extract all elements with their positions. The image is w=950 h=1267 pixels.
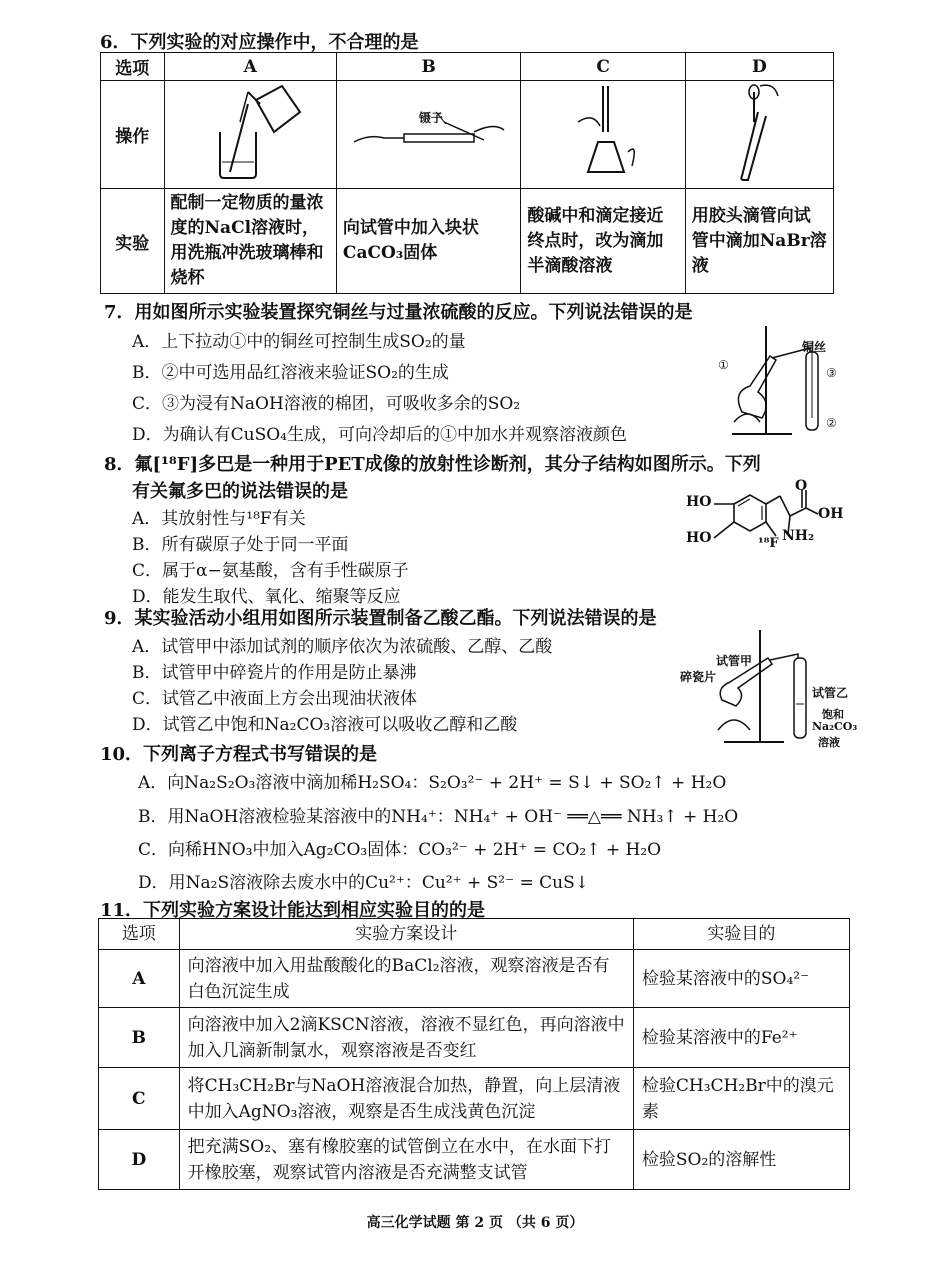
test-tube-tweezers-icon [344,82,514,182]
q10-option-b: B．用NaOH溶液检验某溶液中的NH₄⁺：NH₄⁺ + OH⁻ ══△══ NH₃↑ + H₂O [138,807,739,827]
apparatus-label-2: ② [826,416,837,430]
q6-table [100,52,834,294]
q6-exp-d: 用胶头滴管向试管中滴加NaBr溶液 [685,189,833,294]
q6-header-b: B [336,53,521,81]
q10-option-d: D．用Na₂S溶液除去废水中的Cu²⁺：Cu²⁺ + S²⁻ = CuS↓ [138,873,589,893]
q6-op-a-cell [164,81,336,189]
q11-row-c-design: 将CH₃CH₂Br与NaOH溶液混合加热，静置，向上层清液中加入AgNO₃溶液，观察是否生成浅黄色沉淀 [179,1068,633,1130]
structure-ho-bottom: HO [686,530,712,546]
page-footer: 高三化学试题 第 2 页 （共 6 页） [366,1215,584,1231]
apparatus-label-3: ③ [826,366,837,380]
q11-header-design: 实验方案设计 [179,919,633,950]
q9-option-a: A．试管甲中添加试剂的顺序依次为浓硫酸、乙醇、乙酸 [132,637,553,657]
q11-header-purpose: 实验目的 [633,919,849,950]
q11-row-b-purpose: 检验某溶液中的Fe²⁺ [633,1008,849,1068]
q9-stem: 9．某实验活动小组用如图所示装置制备乙酸乙酯。下列说法错误的是 [104,608,657,629]
q11-row-d-option: D [99,1130,180,1190]
wash-bottle-beaker-icon [190,82,310,182]
q6-header-a: A [164,53,336,81]
q9-option-b: B．试管甲中碎瓷片的作用是防止暴沸 [132,663,417,683]
tube-a-label: 试管甲 [716,654,753,668]
q7-option-b: B．②中可选用品红溶液来验证SO₂的生成 [132,363,449,383]
q8-stem-line2: 有关氟多巴的说法错误的是 [132,481,348,502]
q8-option-d: D．能发生取代、氧化、缩聚等反应 [132,587,401,607]
q6-op-c-cell [521,81,685,189]
q7-option-a: A．上下拉动①中的铜丝可控制生成SO₂的量 [132,332,466,352]
table-row [99,1130,850,1190]
q7-option-d: D．为确认有CuSO₄生成，可向冷却后的①中加水并观察溶液颜色 [132,425,627,445]
na2co3-label: Na₂CO₃ [812,720,858,733]
q11-row-c-option: C [99,1068,180,1130]
q11-row-a-option: A [99,950,180,1008]
tweezers-label: 镊子 [418,111,443,125]
q8-option-c: C．属于α−氨基酸，含有手性碳原子 [132,561,409,581]
q6-header-option: 选项 [101,53,165,81]
q8-stem-line1: 8．氟[¹⁸F]多巴是一种用于PET成像的放射性诊断剂，其分子结构如图所示。下列 [104,454,761,475]
q11-row-b-option: B [99,1008,180,1068]
q6-stem: 6．下列实验的对应操作中，不合理的是 [100,32,419,53]
q11-row-c-purpose: 检验CH₃CH₂Br中的溴元素 [633,1068,849,1130]
q6-op-d-cell [685,81,833,189]
q11-header-option: 选项 [99,919,180,950]
q6-row-exp-label: 实验 [101,189,165,294]
q11-row-d-design: 把充满SO₂、塞有橡胶塞的试管倒立在水中，在水面下打开橡胶塞，观察试管内溶液是否充满整支试管 [179,1130,633,1190]
q9-option-d: D．试管乙中饱和Na₂CO₃溶液可以吸收乙醇和乙酸 [132,715,518,735]
q6-exp-b: 向试管中加入块状CaCO₃固体 [336,189,521,294]
structure-nh2: NH₂ [782,528,815,544]
q6-op-b-cell [336,81,521,189]
table-row [99,950,850,1008]
q10-option-a: A．向Na₂S₂O₃溶液中滴加稀H₂SO₄：S₂O₃²⁻ + 2H⁺ = S↓ + SO₂↑ + H₂O [138,773,727,793]
q10-option-c: C．向稀HNO₃中加入Ag₂CO₃固体：CO₃²⁻ + 2H⁺ = CO₂↑ + H₂O [138,840,662,860]
dropper-test-tube-icon [714,82,804,182]
q6-exp-c: 酸碱中和滴定接近终点时，改为滴加半滴酸溶液 [521,189,685,294]
q7-option-c: C．③为浸有NaOH溶液的棉团，可吸收多余的SO₂ [132,394,521,414]
saturated-label: 饱和 [822,708,844,721]
q7-stem: 7．用如图所示实验装置探究铜丝与过量浓硫酸的反应。下列说法错误的是 [104,302,693,323]
q11-row-d-purpose: 检验SO₂的溶解性 [633,1130,849,1190]
q11-row-b-design: 向溶液中加入2滴KSCN溶液，溶液不显红色，再向溶液中加入几滴新制氯水，观察溶液是否变红 [179,1008,633,1068]
copper-wire-label: 铜丝 [802,340,827,354]
titration-flask-icon [548,82,658,182]
q11-stem: 11．下列实验方案设计能达到相应实验目的的是 [100,900,486,921]
q11-row-a-design: 向溶液中加入用盐酸酸化的BaCl₂溶液，观察溶液是否有白色沉淀生成 [179,950,633,1008]
structure-f18: ¹⁸F [758,536,779,551]
q10-stem: 10．下列离子方程式书写错误的是 [100,744,378,765]
table-row [99,1008,850,1068]
q6-exp-a: 配制一定物质的量浓度的NaCl溶液时，用洗瓶冲洗玻璃棒和烧杯 [164,189,336,294]
q9-option-c: C．试管乙中液面上方会出现油状液体 [132,689,418,709]
q11-row-a-purpose: 检验某溶液中的SO₄²⁻ [633,950,849,1008]
structure-ho-top: HO [686,494,712,510]
structure-oh: OH [818,506,844,522]
apparatus-label-1: ① [718,358,729,372]
q6-header-d: D [685,53,833,81]
table-row [99,1068,850,1130]
q11-table [98,918,850,1190]
q6-header-c: C [521,53,685,81]
q6-row-op-label: 操作 [101,81,165,189]
ester-apparatus-icon [704,624,828,748]
solution-label: 溶液 [818,736,840,749]
q8-option-a: A．其放射性与¹⁸F有关 [132,509,306,529]
structure-o: O [795,478,808,494]
q8-option-b: B．所有碳原子处于同一平面 [132,535,349,555]
chips-label: 碎瓷片 [680,670,717,684]
tube-b-label: 试管乙 [812,686,849,700]
